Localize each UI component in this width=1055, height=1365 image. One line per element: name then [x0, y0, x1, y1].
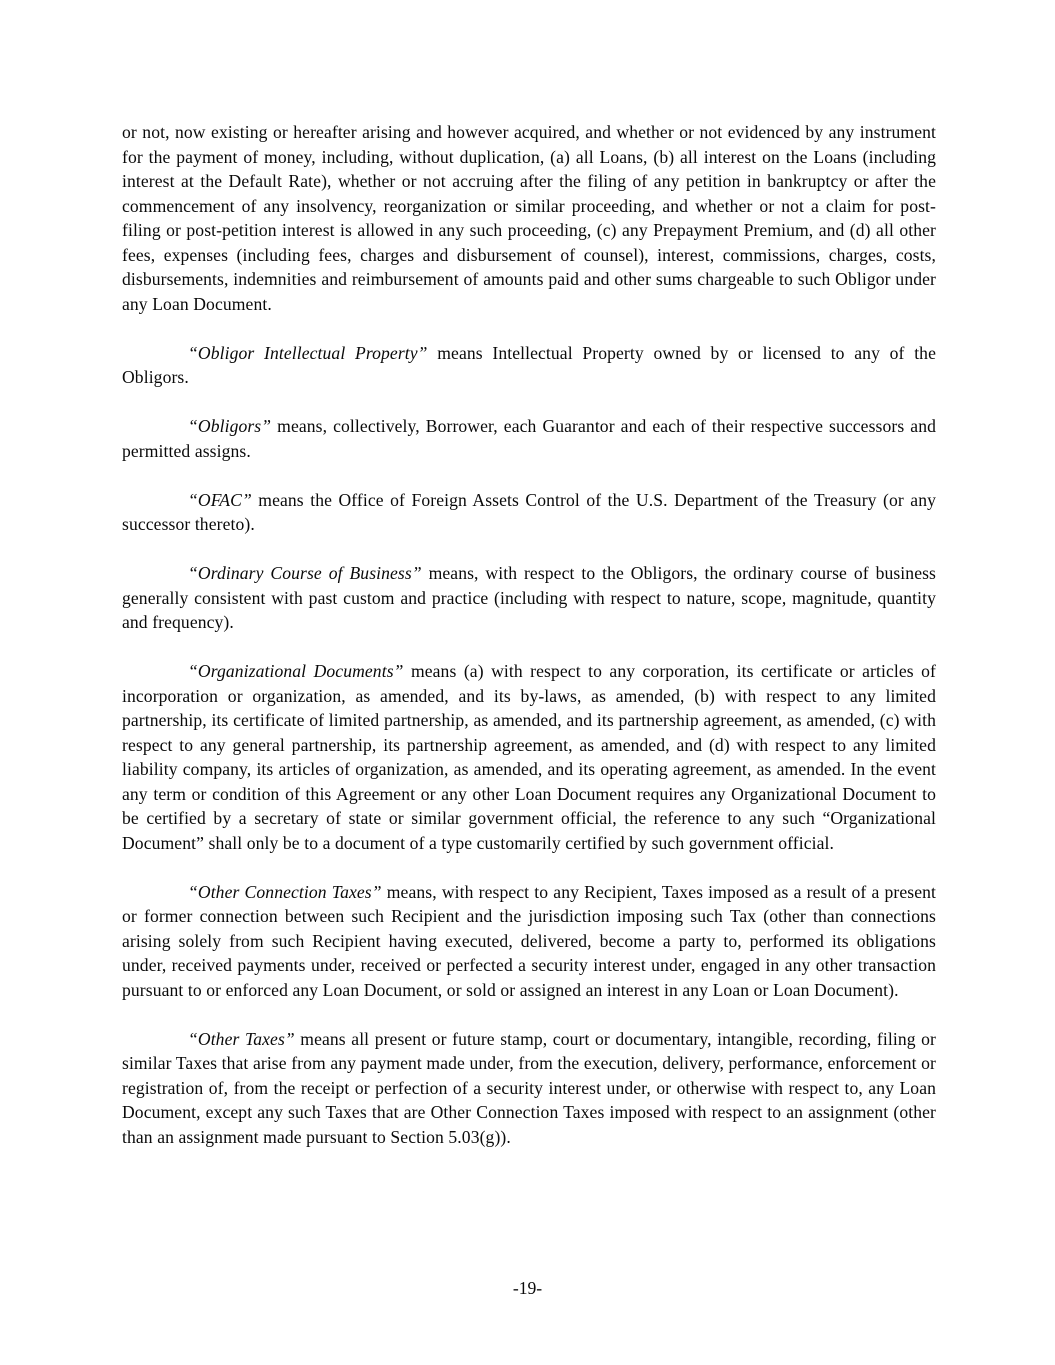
paragraph-organizational-documents [122, 659, 936, 855]
defined-term: “Obligors” [188, 416, 272, 436]
defined-term: “Obligor Intellectual Property” [188, 342, 428, 363]
page-body-text [122, 120, 936, 1174]
paragraph-obligors [122, 414, 936, 463]
paragraph-text: means, with respect to the Obligors, the ordinary course of business generally consistent with past custom and practice (including with respect to nature, scope, magnitude, quantity and frequency). [122, 563, 936, 632]
paragraph-ofac [122, 488, 936, 537]
paragraph-text: means Intellectual Property owned by or licensed to any of the Obligors. [122, 342, 936, 387]
paragraph-obligor-intellectual-property [122, 341, 936, 390]
defined-term: “Organizational Documents” [188, 661, 404, 681]
paragraph-text: means, with respect to any Recipient, Taxes imposed as a result of a present or former connection between such Recipient and the jurisdiction imposing such Tax (other than connections arising solely from such Recipient having executed, delivered, become a party to, performed its obligations under, received payments under, received or perfected a security interest under, engaged in any other transaction pursuant to or enforced any Loan Document, or sold or assigned an interest in any Loan or Loan Document). [122, 881, 936, 1000]
paragraph-text: means all present or future stamp, court or documentary, intangible, recording, filing or similar Taxes that arise from any payment made under, from the execution, delivery, performance, enforcement or registration of, from the receipt or perfection of a security interest under, or otherwise with respect to, any Loan Document, except any such Taxes that are Other Connection Taxes imposed with respect to an assignment (other than an assignment made pursuant to Section 5.03(g)). [122, 1028, 936, 1147]
defined-term: “Ordinary Course of Business” [188, 563, 422, 583]
paragraph-other-taxes [122, 1027, 936, 1150]
paragraph-ordinary-course-of-business [122, 561, 936, 635]
paragraph-text: means (a) with respect to any corporation, its certificate or articles of incorporation or organization, as amended, and its by-laws, as amended, (b) with respect to any limited partnership, its certificate of limited partnership, as amended, and its partnership agreement, as amended, (c) with respect to any general partnership, its partnership agreement, as amended, and (d) with respect to any limited liability company, its articles of organization, as amended, and its operating agreement, as amended. In the event any term or condition of this Agreement or any other Loan Document requires any Organizational Document to be certified by a secretary of state or similar government official, the reference to any such “Organizational Document” shall only be to a document of a type customarily certified by such government official. [122, 661, 936, 853]
defined-term: “OFAC” [188, 489, 252, 510]
defined-term: “Other Taxes” [188, 1028, 295, 1049]
paragraph-text: means the Office of Foreign Assets Control of the U.S. Department of the Treasury (or any successor thereto). [122, 489, 936, 534]
paragraph-other-connection-taxes [122, 880, 936, 1003]
page-number: -19- [512, 1278, 543, 1298]
defined-term: “Other Connection Taxes” [188, 881, 382, 902]
paragraph-text: means, collectively, Borrower, each Guarantor and each of their respective successors and permitted assigns. [122, 416, 936, 461]
paragraph-text: or not, now existing or hereafter arising and however acquired, and whether or not evidenced by any instrument for the payment of money, including, without duplication, (a) all Loans, (b) all interest on the Loans (including interest at the Default Rate), whether or not accruing after the filing of any petition in bankruptcy or after the commencement of any insolvency, reorganization or similar proceeding, and whether or not a claim for post-filing or post-petition interest is allowed in any such proceeding, (c) any Prepayment Premium, and (d) all other fees, expenses (including fees, charges and disbursement of counsel), interest, commissions, charges, costs, disbursements, indemnities and reimbursement of amounts paid and other sums chargeable to such Obligor under any Loan Document. [122, 122, 936, 314]
paragraph-secured-obligations-continuation [122, 120, 936, 316]
